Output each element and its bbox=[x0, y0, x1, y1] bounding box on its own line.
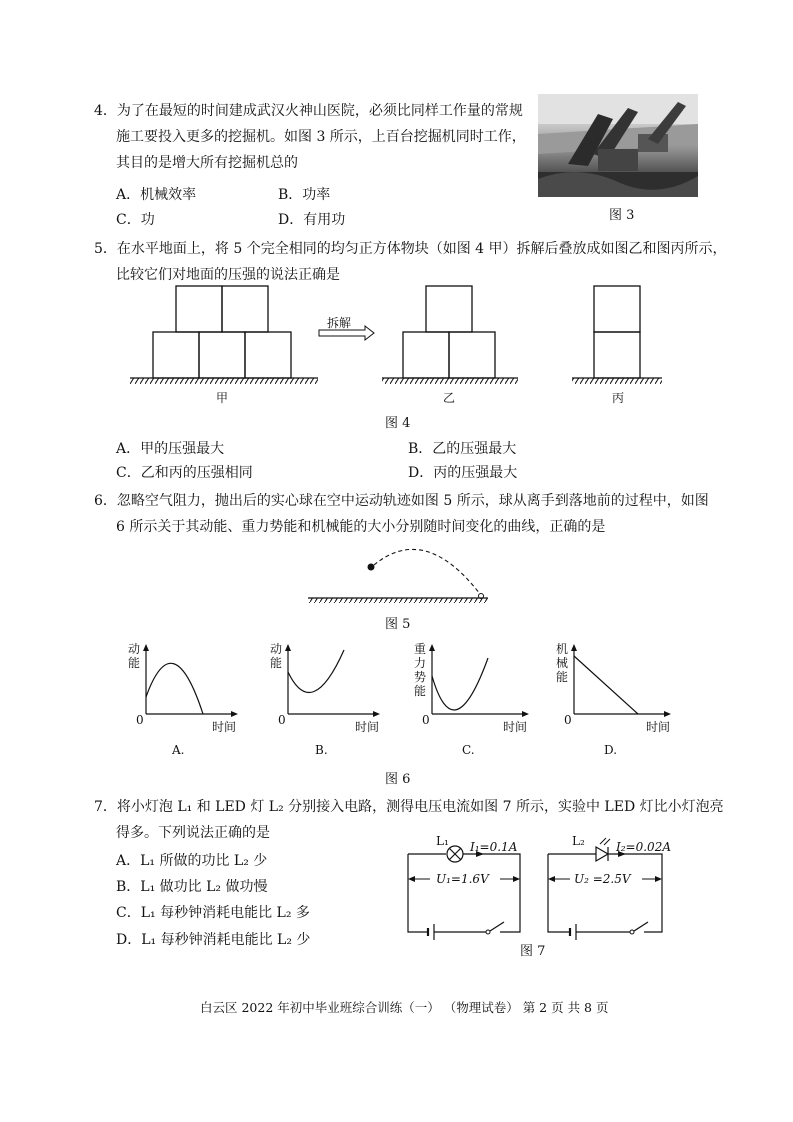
graph-d-ylabel bbox=[556, 642, 568, 684]
q4-option-a: A．机械效率 bbox=[116, 187, 197, 203]
q7-option-d: D．L₁ 每秒钟消耗电能比 L₂ 少 bbox=[116, 932, 311, 948]
graph-c-ylabel-char1: 重 bbox=[414, 642, 427, 656]
circuit-2-voltage: U₂ =2.5V bbox=[574, 872, 631, 886]
figure-4-caption: 图 4 bbox=[385, 416, 411, 431]
excavator-photo bbox=[538, 94, 698, 197]
q5-line2: 比较它们对地面的压强的说法正确是 bbox=[116, 267, 340, 283]
figure-4-blocks bbox=[120, 280, 680, 410]
graph-c-xlabel: 时间 bbox=[503, 720, 528, 734]
figure-7-caption: 图 7 bbox=[520, 944, 546, 959]
graph-c-letter: C. bbox=[462, 743, 475, 757]
q7-option-a: A．L₁ 所做的功比 L₂ 少 bbox=[116, 853, 268, 869]
q4-option-d: D．有用功 bbox=[278, 212, 346, 228]
stack-yi bbox=[382, 286, 518, 384]
graph-d-mechanical-energy bbox=[568, 642, 678, 722]
graph-b-ylabel-char1: 动 bbox=[270, 642, 283, 656]
graph-b-ylabel-char2: 能 bbox=[270, 656, 283, 670]
q7-line2: 得多。下列说法正确的是 bbox=[116, 825, 270, 841]
figure-5-caption: 图 5 bbox=[385, 617, 411, 632]
arrow-label: 拆解 bbox=[327, 316, 352, 330]
graph-d-ylabel-char3: 能 bbox=[556, 670, 569, 684]
q4-option-b: B．功率 bbox=[278, 187, 331, 203]
circuit-2-current: I₂=0.02A bbox=[616, 840, 671, 854]
graph-c-origin: 0 bbox=[422, 713, 430, 727]
q5-option-c: C．乙和丙的压强相同 bbox=[116, 465, 253, 481]
circuit-1-voltage: U₁=1.6V bbox=[436, 872, 489, 886]
q6-line2: 6 所示关于其动能、重力势能和机械能的大小分别随时间变化的曲线，正确的是 bbox=[116, 519, 606, 535]
graph-b-xlabel: 时间 bbox=[355, 720, 380, 734]
graph-c-ylabel-char4: 能 bbox=[414, 684, 427, 698]
figure-3-caption: 图 3 bbox=[609, 208, 635, 223]
q4-line1: 4．为了在最短的时间建成武汉火神山医院，必须比同样工作量的常规 bbox=[94, 103, 523, 119]
graph-d-letter: D. bbox=[604, 743, 618, 757]
graph-c-ylabel-char3: 势 bbox=[414, 670, 427, 684]
graph-c-ylabel-char2: 力 bbox=[414, 656, 427, 670]
label-yi: 乙 bbox=[443, 391, 456, 405]
graph-b-kinetic-energy bbox=[282, 642, 382, 722]
graph-a-letter: A. bbox=[172, 743, 185, 757]
graph-a-xlabel: 时间 bbox=[212, 720, 237, 734]
page-footer: 白云区 2022 年初中毕业班综合训练（一） （物理试卷） 第 2 页 共 8 页 bbox=[200, 1000, 609, 1015]
stack-bing bbox=[572, 286, 662, 384]
circuit-1 bbox=[408, 846, 520, 940]
q7-option-b: B．L₁ 做功比 L₂ 做功慢 bbox=[116, 879, 268, 895]
graph-b-origin: 0 bbox=[278, 713, 286, 727]
graph-a-origin: 0 bbox=[136, 713, 144, 727]
graph-c-potential-energy bbox=[426, 642, 536, 722]
circuit-1-current: I₁=0.1A bbox=[470, 840, 518, 854]
graph-b-ylabel bbox=[270, 642, 282, 670]
graph-a-kinetic-energy bbox=[140, 642, 240, 722]
q4-line3: 其目的是增大所有挖掘机总的 bbox=[116, 155, 298, 171]
q6-line1: 6．忽略空气阻力，抛出后的实心球在空中运动轨迹如图 5 所示，球从离手到落地前的过程中，如图 bbox=[94, 493, 709, 509]
graph-d-origin: 0 bbox=[564, 713, 572, 727]
label-bing: 丙 bbox=[612, 391, 625, 405]
graph-d-ylabel-char2: 械 bbox=[556, 656, 569, 670]
q7-line1: 7．将小灯泡 L₁ 和 LED 灯 L₂ 分别接入电路，测得电压电流如图 7 所示，实验中 LED 灯比小灯泡亮 bbox=[94, 799, 724, 815]
graph-b-letter: B. bbox=[315, 743, 328, 757]
graph-a-ylabel-char1: 动 bbox=[128, 642, 141, 656]
q4-line2: 施工要投入更多的挖掘机。如图 3 所示，上百台挖掘机同时工作， bbox=[116, 129, 526, 145]
graph-d-ylabel-char1: 机 bbox=[556, 642, 569, 656]
graph-a-ylabel-char2: 能 bbox=[128, 656, 141, 670]
q7-option-c: C．L₁ 每秒钟消耗电能比 L₂ 多 bbox=[116, 905, 310, 921]
figure-5-trajectory bbox=[300, 538, 500, 608]
label-jia: 甲 bbox=[216, 391, 229, 405]
q5-option-a: A．甲的压强最大 bbox=[116, 441, 225, 457]
circuit-2-name: L₂ bbox=[572, 834, 585, 848]
graph-c-ylabel bbox=[414, 642, 426, 698]
q4-option-c: C．功 bbox=[116, 212, 155, 228]
figure-6-caption: 图 6 bbox=[385, 772, 411, 787]
circuit-1-name: L₁ bbox=[436, 834, 449, 848]
graph-a-ylabel bbox=[128, 642, 140, 670]
stack-jia bbox=[130, 286, 318, 384]
q5-line1: 5．在水平地面上，将 5 个完全相同的均匀正方体物块（如图 4 甲）拆解后叠放成如图乙和图丙所示， bbox=[94, 241, 727, 257]
graph-d-xlabel: 时间 bbox=[646, 720, 671, 734]
q5-option-b: B．乙的压强最大 bbox=[408, 441, 517, 457]
q5-option-d: D．丙的压强最大 bbox=[408, 465, 518, 481]
